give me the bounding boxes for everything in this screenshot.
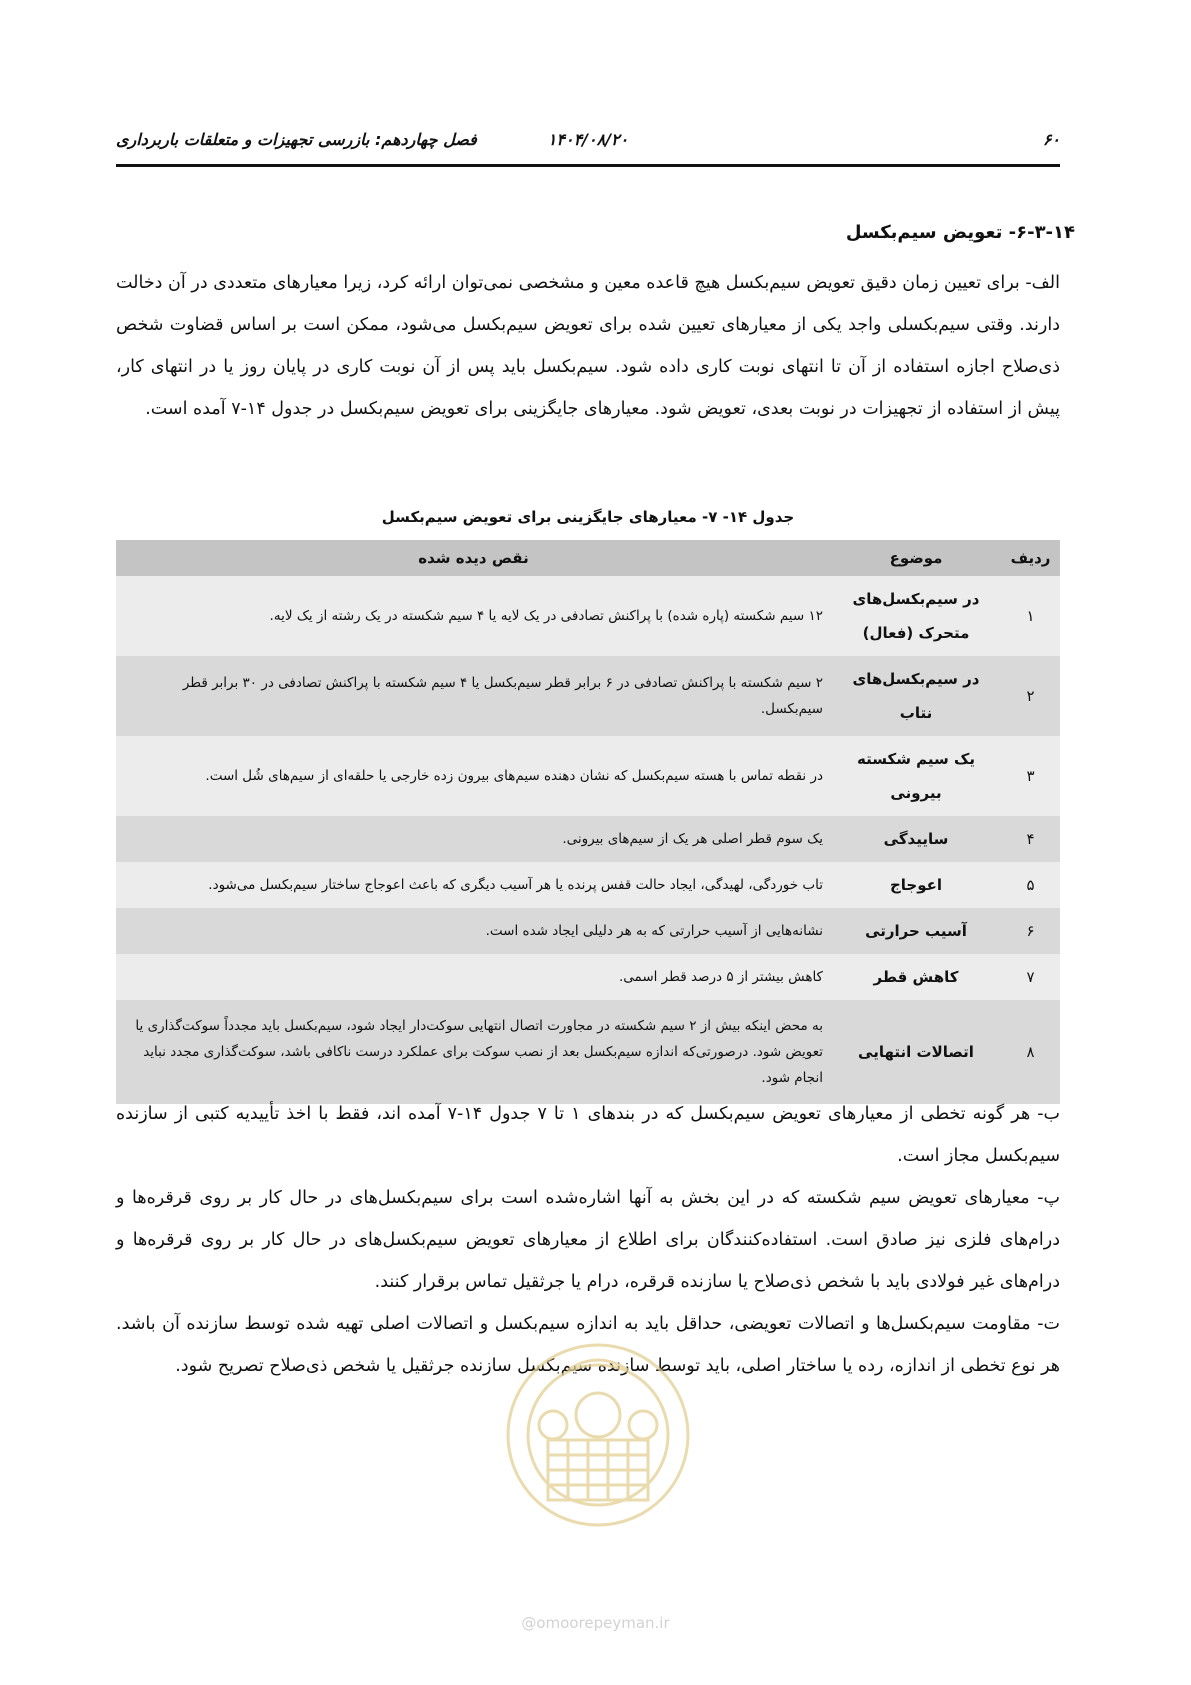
- row-subject: در سیم‌بکسل‌های نتاب: [831, 656, 1001, 736]
- replacement-criteria-table: [116, 540, 1060, 1104]
- row-number: ۸: [1001, 1000, 1060, 1104]
- table-row: [116, 656, 1060, 736]
- header-subject: موضوع: [831, 540, 1001, 576]
- paragraph-t: ت- مقاومت سیم‌بکسل‌ها و اتصالات تعویضی، حداقل باید به اندازه سیم‌بکسل و اتصالات اصلی تهیه شده توسط سازنده آن باشد. هر نوع تخطی از اندازه، رده یا ساختار اصلی، باید توسط سازنده سیم‌بکسل سازنده جرثقیل یا شخص ذی‌صلاح تصریح شود.: [116, 1314, 1060, 1376]
- chapter-title: فصل چهاردهم: بازرسی تجهیزات و متعلقات باربرداری: [116, 130, 477, 149]
- paragraph-p: پ- معیارهای تعویض سیم شکسته که در این بخش به آنها اشاره‌شده است برای سیم‌بکسل‌های در حال کار بر روی قرقره‌ها و درام‌های فلزی نیز صادق است. استفاده‌کنندگان برای اطلاع از معیارهای تعویض سیم‌بکسل‌های در حال کار بر روی قرقره‌ها و درام‌های غیر فولادی باید با شخص ذی‌صلاح یا سازنده قرقره، درام یا جرثقیل تماس برقرار کنند.: [116, 1188, 1060, 1292]
- row-defect: به محض اینکه بیش از ۲ سیم شکسته در مجاورت اتصال انتهایی سوکت‌دار ایجاد شود، سیم‌بکسل باید مجدداً سوکت‌گذاری یا تعویض شود. درصورتی‌که اندازه سیم‌بکسل بعد از نصب سوکت برای عملکرد درست ناکافی باشد، سوکت‌گذاری مجدد نباید انجام شود.: [116, 1000, 831, 1104]
- row-subject: یک سیم شکسته بیرونی: [831, 736, 1001, 816]
- row-subject: اتصالات انتهایی: [831, 1000, 1001, 1104]
- table-caption: جدول ۱۴- ۷- معیارهای جایگزینی برای تعویض سیم‌بکسل: [381, 508, 795, 526]
- table-header-row: [116, 540, 1060, 576]
- row-number: ۶: [1001, 908, 1060, 954]
- page-number: ۶۰: [1042, 130, 1060, 149]
- table-row: [116, 1000, 1060, 1104]
- row-number: ۳: [1001, 736, 1060, 816]
- section-heading: ۶-۳-۱۴- تعویض سیم‌بکسل: [845, 222, 1075, 243]
- header-row-number: ردیف: [1001, 540, 1060, 576]
- row-defect: در نقطه تماس با هسته سیم‌بکسل که نشان دهنده سیم‌های بیرون زده خارجی یا حلقه‌ای از سیم‌های شُل است.: [116, 736, 831, 816]
- row-number: ۴: [1001, 816, 1060, 862]
- table-row: [116, 954, 1060, 1000]
- table-row: [116, 576, 1060, 656]
- watermark-url: @omoorepeyman.ir: [521, 1614, 670, 1632]
- row-subject: کاهش قطر: [831, 954, 1001, 1000]
- row-defect: یک سوم قطر اصلی هر یک از سیم‌های بیرونی.: [116, 816, 831, 862]
- row-defect: ۱۲ سیم شکسته (پاره شده) با پراکنش تصادفی در یک لایه یا ۴ سیم شکسته در یک رشته از یک لایه.: [116, 576, 831, 656]
- row-subject: در سیم‌بکسل‌های متحرک (فعال): [831, 576, 1001, 656]
- row-defect: نشانه‌هایی از آسیب حرارتی که به هر دلیلی ایجاد شده است.: [116, 908, 831, 954]
- row-subject: اعوجاج: [831, 862, 1001, 908]
- row-subject: ساییدگی: [831, 816, 1001, 862]
- row-defect: ۲ سیم شکسته با پراکنش تصادفی در ۶ برابر قطر سیم‌بکسل یا ۴ سیم شکسته با پراکنش تصادفی در ۳۰ برابر قطر سیم‌بکسل.: [116, 656, 831, 736]
- row-number: ۲: [1001, 656, 1060, 736]
- table-row: [116, 816, 1060, 862]
- row-number: ۵: [1001, 862, 1060, 908]
- row-number: ۷: [1001, 954, 1060, 1000]
- table-row: [116, 736, 1060, 816]
- header-date: ۱۴۰۴/۰۸/۲۰: [547, 130, 629, 149]
- row-defect: تاب خوردگی، لهیدگی، ایجاد حالت قفس پرنده یا هر آسیب دیگری که باعث اعوجاج ساختار سیم‌بکسل می‌شود.: [116, 862, 831, 908]
- table-row: [116, 862, 1060, 908]
- table-row: [116, 908, 1060, 954]
- header-defect: نقص دیده شده: [116, 540, 831, 576]
- row-number: ۱: [1001, 576, 1060, 656]
- paragraph-a: الف- برای تعیین زمان دقیق تعویض سیم‌بکسل هیچ قاعده معین و مشخصی نمی‌توان ارائه کرد، زیرا معیارهای متعددی در آن دخالت دارند. وقتی سیم‌بکسلی واجد یکی از معیارهای تعیین شده برای تعویض سیم‌بکسل می‌شود، ممکن است بر اساس قضاوت شخص ذی‌صلاح اجازه استفاده از آن تا انتهای نوبت کاری داده شود. سیم‌بکسل باید پس از آن نوبت کاری در پایان روز یا در انتهای کار، پیش از استفاده از تجهیزات در نوبت بعدی، تعویض شود. معیارهای جایگزینی برای تعویض سیم‌بکسل در جدول ۱۴-۷ آمده است.: [116, 273, 1060, 419]
- row-subject: آسیب حرارتی: [831, 908, 1001, 954]
- row-defect: کاهش بیشتر از ۵ درصد قطر اسمی.: [116, 954, 831, 1000]
- page-header: [116, 130, 1060, 167]
- paragraph-b: ب- هر گونه تخطی از معیارهای تعویض سیم‌بکسل که در بندهای ۱ تا ۷ جدول ۱۴-۷ آمده اند، فقط با اخذ تأییدیه کتبی از سازنده سیم‌بکسل مجاز است.: [116, 1104, 1060, 1166]
